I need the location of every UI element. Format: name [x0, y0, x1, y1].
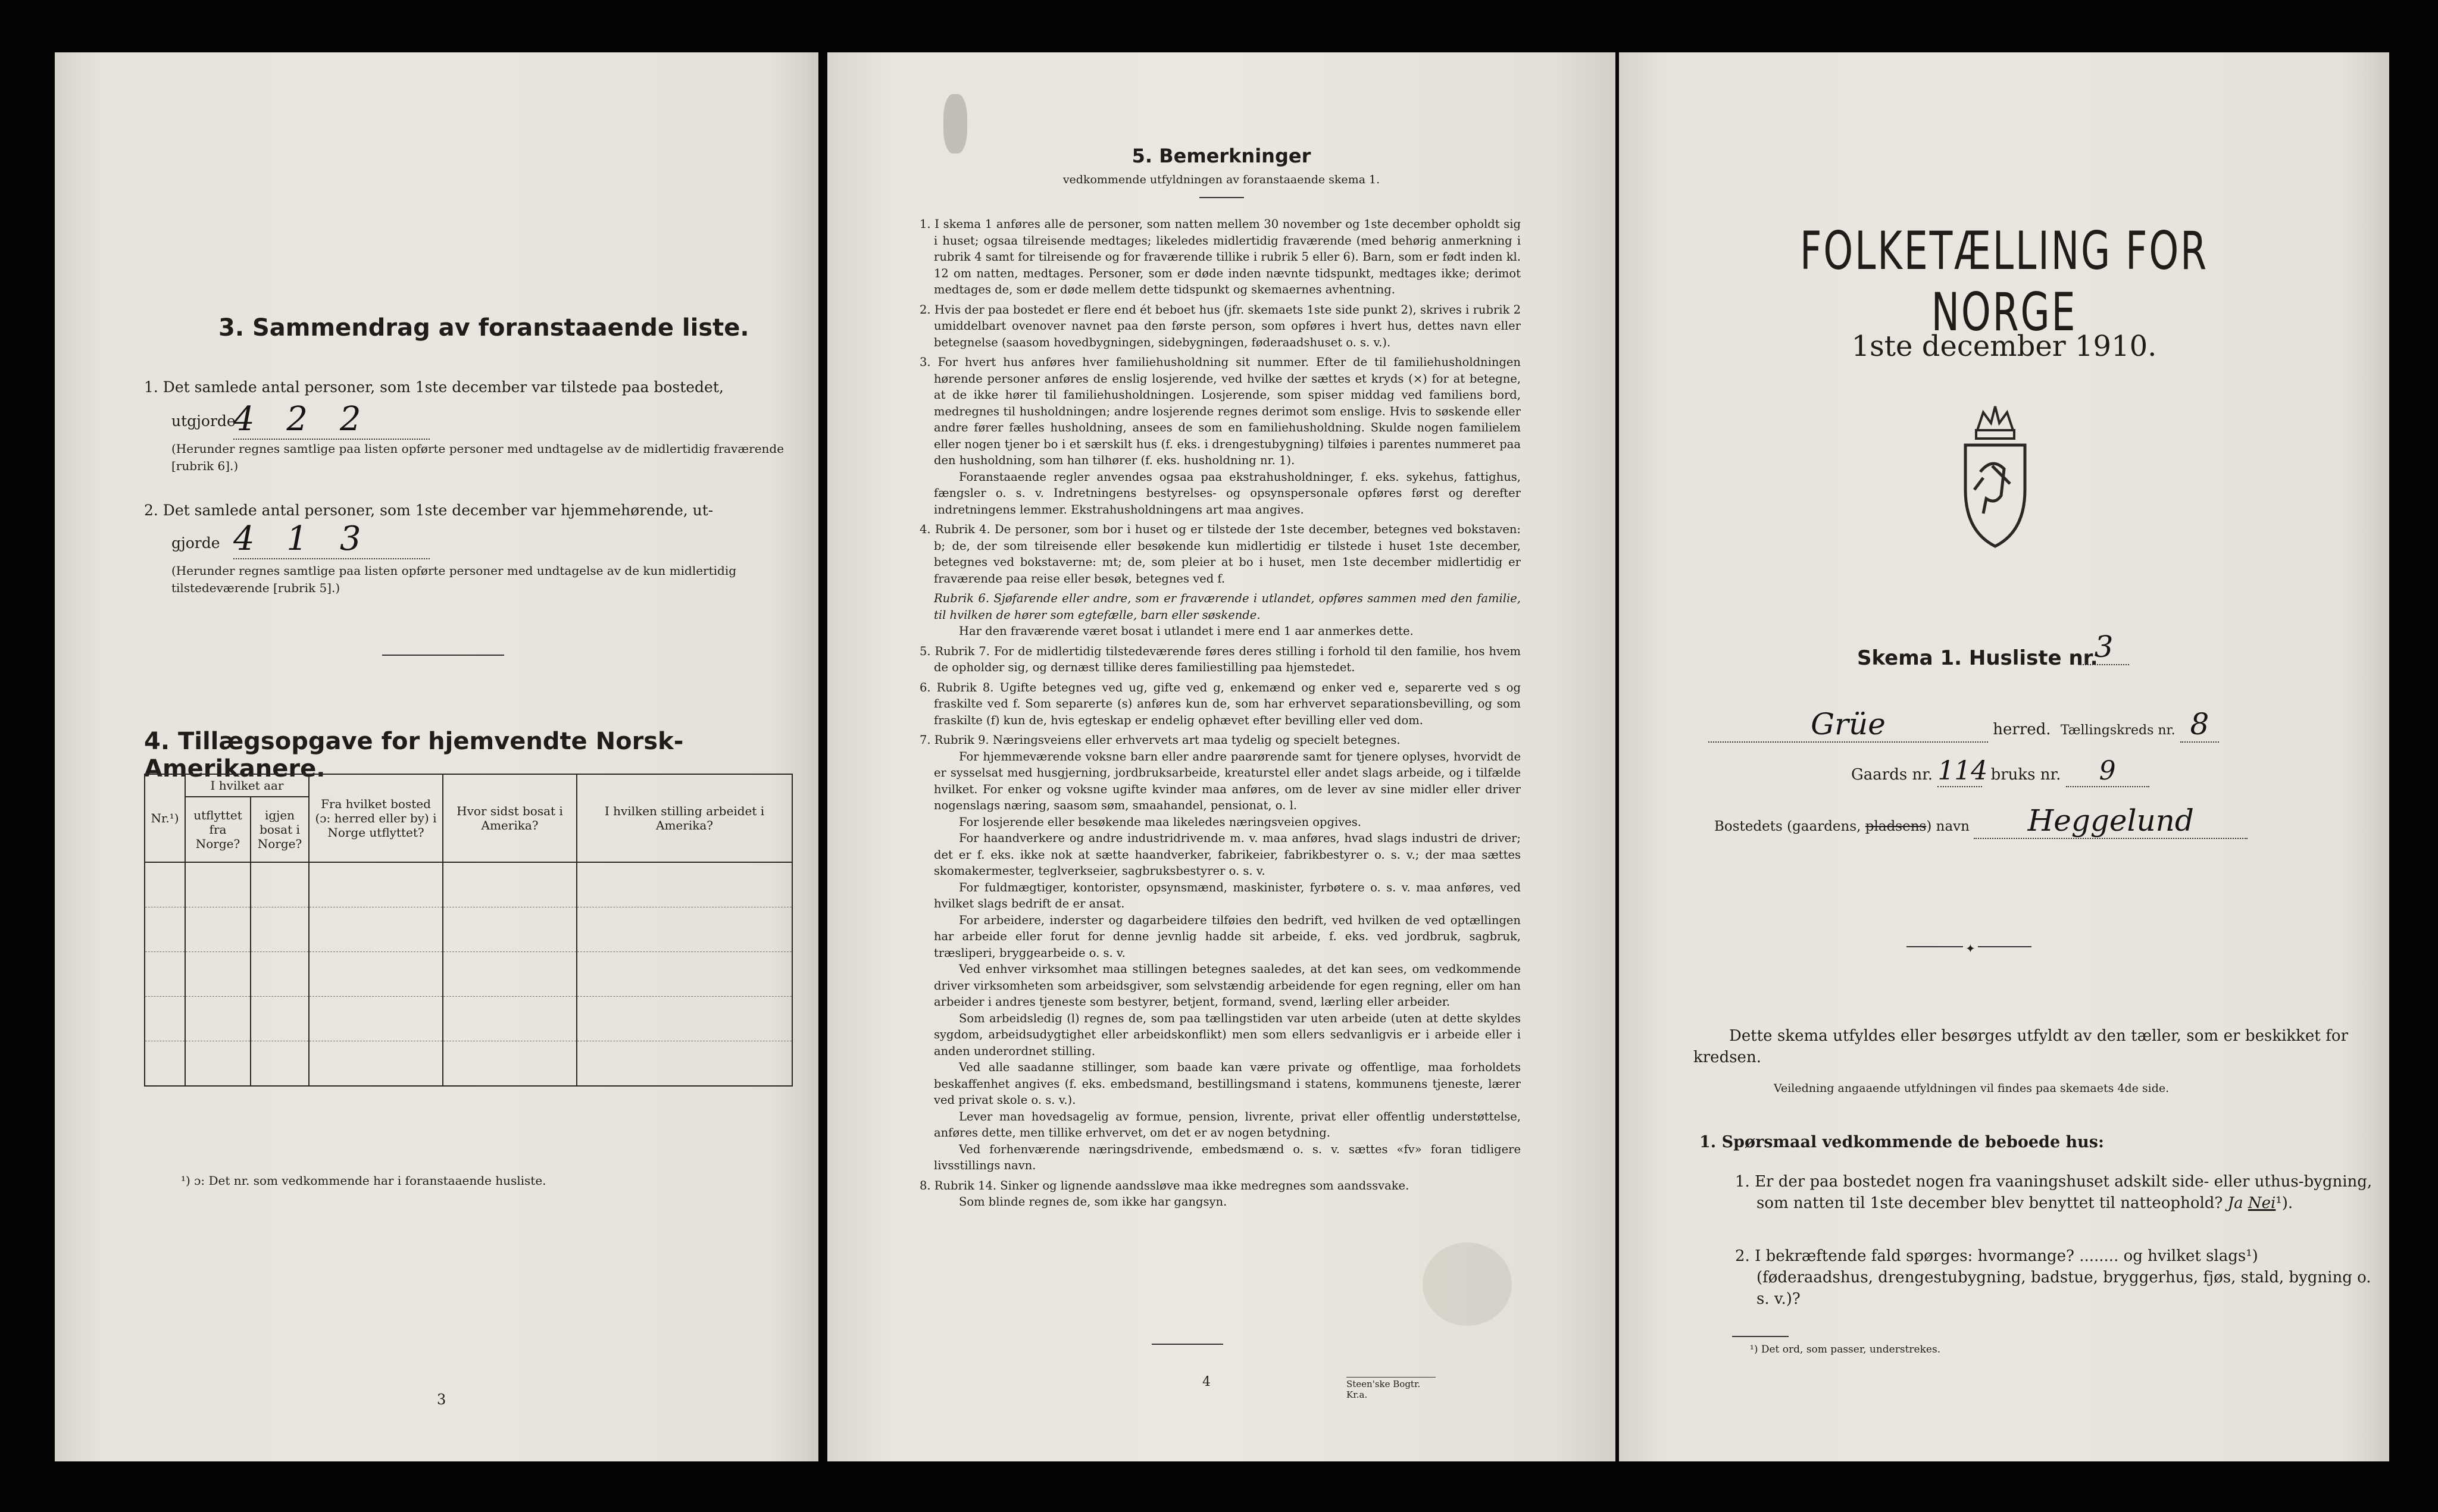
stain — [1423, 1242, 1512, 1326]
remark-1: 1. I skema 1 anføres alle de personer, som natten mellem 30 november og 1ste december opholdt sig i huset; ogsaa tilreisende medtages; likeledes midlertidig fraværende (med behørig anmerkning i rubrik 4 samt for tilreisende og for fraværende tillike i rubrik 5 eller 6). Barn, som er født inden kl. 12 om natten, medtages. Personer, som er døde inden nævnte tidspunkt, medtages ikke; derimot medtages de, som er døde mellem dette tidspunkt og skemaernes avhentning. — [920, 217, 1521, 296]
section4-title: 4. Tillægsopgave for hjemvendte Norsk-Amerikanere. — [144, 728, 684, 782]
remark-7d: For haandverkere og andre industridrivende m. v. maa anføres, hvad slags industri de driver; det er f. eks. ikke nok at sætte haandverker, fabrikeier, fabrikbestyrer o. s. v.; der maa sættes skomakermester, teglverkseier, sagbruksbestyrer o. s. v. — [934, 831, 1521, 878]
section3-title: 3. Sammendrag av foranstaaende liste. — [218, 314, 749, 342]
item2-text: 2. Det samlede antal personer, som 1ste december var hjemmehørende, ut- — [144, 502, 714, 519]
remark-7h: Som arbeidsledig (l) regnes de, som paa tællingstiden var uten arbeide (uten at dette skyldes sygdom, arbeidsudygtighet eller arbeidskonflikt) men som ellers sedvanligvis er i arbeide eller i anden underordnet stilling. — [934, 1011, 1521, 1058]
remark-7: 7. Rubrik 9. Næringsveiens eller erhvervets art maa tydelig og specielt betegnes. — [920, 733, 1401, 747]
remark-4: 4. Rubrik 4. De personer, som bor i huset og er tilstede der 1ste december, betegnes ved bokstaven: b; de, der som tilreisende eller besøkende kun midlertidig er tilstede i huset 1ste december, betegnes ved bokstaverne: mt; de, som pleier at bo i huset, men 1ste december midlertidig er fraværende paa reise eller besøk, betegnes ved f. — [920, 522, 1521, 586]
item1-prefix: utgjorde — [171, 412, 236, 430]
gaards-value: 114 — [1937, 756, 1988, 786]
herred-value: Grüe — [1708, 707, 1988, 743]
divider — [382, 655, 504, 656]
table-row — [145, 1041, 792, 1087]
item2-count: 4 1 3 — [233, 519, 430, 559]
husliste-nr: 3 — [2078, 630, 2129, 665]
remark-2: 2. Hvis der paa bostedet er flere end ét beboet hus (jfr. skemaets 1ste side punkt 2), skrives i rubrik 2 umiddelbart ovenover navnet paa den første person, som opføres i hvert hus, dettes navn eller betegnelse (saasom hovedbygningen, sidebygningen, føderaadshuset o. s. v.). — [920, 302, 1521, 349]
table-footnote: ¹) ɔ: Det nr. som vedkommende har i foranstaaende husliste. — [181, 1173, 546, 1188]
col-occupation: I hvilken stilling arbeidet i Amerika? — [577, 774, 792, 862]
page-summary — [55, 52, 818, 1461]
divider — [1199, 197, 1244, 198]
remark-7f: For arbeidere, inderster og dagarbeidere tilføies den bedrift, ved hvilken de ved optællingen har arbeide eller forut for denne jevnlig hadde sit arbeide, f. eks. ved jordbruk, sagbruk, træsliperi, bryggearbeide o. s. v. — [934, 913, 1521, 960]
bruks-label: bruks nr. — [1990, 766, 2061, 784]
bosted-value: Heggelund — [1974, 803, 2248, 839]
schema-label: Skema 1. Husliste nr. — [1857, 646, 2098, 670]
item1-note: (Herunder regnes samtlige paa listen opførte personer med undtagelse av de midlertidig fraværende [rubrik 6].) — [171, 442, 784, 473]
bruks-value: 9 — [2066, 756, 2149, 787]
item1-text: 1. Det samlede antal personer, som 1ste december var tilstede paa bostedet, — [144, 378, 724, 396]
remark-4b: Rubrik 6. Sjøfarende eller andre, som er fraværende i utlandet, opføres sammen med den familie, til hvilken de hører som egtefælle, barn eller søskende. — [934, 591, 1521, 622]
herred-label: herred. — [1993, 721, 2051, 738]
census-title: FOLKETÆLLING FOR NORGE — [1800, 220, 2208, 343]
question1-1 — [1735, 1171, 2376, 1214]
remarks-subtitle: vedkommende utfyldningen av foranstaaende skema 1. — [1062, 173, 1380, 186]
remark-8b: Som blinde regnes de, som ikke har gangsyn. — [959, 1195, 1227, 1209]
remark-8: 8. Rubrik 14. Sinker og lignende aandssløve maa ikke medregnes som aandssvake. — [920, 1178, 1409, 1192]
item2-note: (Herunder regnes samtlige paa listen opførte personer med undtagelse av de kun midlertidig tilstedeværende [rubrik 5].) — [171, 564, 737, 595]
table-row — [145, 997, 792, 1041]
ornament-icon: ✦ — [1963, 941, 1978, 956]
answer-sup: ¹). — [2276, 1194, 2293, 1212]
remark-7g: Ved enhver virksomhet maa stillingen betegnes saaledes, at det kan sees, om vedkommende driver virksomheten som arbeidsgiver, som selvstændig arbeidende for egen regning, eller om han arbeider i andres tjeneste som bestyrer, betjent, formand, svend, lærling eller arbeider. — [934, 962, 1521, 1009]
herred-row — [1708, 707, 2389, 743]
col-emigrated: utflyttet fra Norge? — [185, 797, 251, 862]
cover-footnote: ¹) Det ord, som passer, understrekes. — [1750, 1344, 1941, 1356]
question1-1-text: 1. Er der paa bostedet nogen fra vaaningshuset adskilt side- eller uthus-bygning, som natten til 1ste december blev benyttet til natteophold? — [1735, 1173, 2373, 1212]
remark-6: 6. Rubrik 8. Ugifte betegnes ved ug, gifte ved g, enkemænd og enker ved e, separerte ved s og fraskilte ved f. Som separerte (s) anføres kun de, som har erhvervet separationsbevilling, og som fraskilte (f) kun de, hvis egteskap er endelig ophævet efter bevilling eller ved dom. — [920, 680, 1521, 727]
item1-count: 4 2 2 — [233, 400, 430, 440]
remark-7b: For hjemmeværende voksne barn eller andre paarørende samt for tjenere oplyses, hvorvidt de er sysselsat med husgjerning, jordbruksarbeide, kreaturstel eller andet slags arbeide, og i tilfælde hvilket. For enker og voksne ugifte kvinder maa anføres, om de lever av sine midler eller driver nogenslags næring, saasom søm, smaahandel, pensionat, o. l. — [934, 749, 1521, 812]
kreds-value: 8 — [2180, 707, 2219, 743]
col-group-year: I hvilket aar — [185, 774, 309, 797]
coat-of-arms-icon — [1956, 400, 2034, 549]
bosted-label-strike: pladsens — [1865, 819, 1927, 834]
table-row — [145, 862, 792, 907]
col-from-where: Fra hvilket bosted (ɔ: herred eller by) i Norge utflyttet? — [309, 774, 443, 862]
question1-2: 2. I bekræftende fald spørges: hvormange? ........ og hvilket slags¹) (føderaadshus, drengestubygning, badstue, bryggerhus, fjøs, stald, bygning o. s. v.)? — [1735, 1247, 2371, 1308]
remark-7i: Ved alle saadanne stillinger, som baade kan være private og offentlige, maa forholdets beskaffenhet angives (f. eks. embedsmand, bestillingsmand i statens, kommunens tjeneste, lærer ved privat skole o. s. v.). — [934, 1060, 1521, 1107]
norsk-amerikanere-table — [144, 774, 793, 1087]
remarks-body — [920, 216, 1521, 1210]
bosted-row — [1714, 803, 2248, 839]
item2-prefix: gjorde — [171, 534, 220, 552]
remark-3b: Foranstaaende regler anvendes ogsaa paa ekstrahusholdninger, f. eks. sykehus, fattighus, fængsler o. s. v. Indretningens bestyrelses- og opsynspersonale opføres først og derefter indretningens lemmer. Ekstrahusholdningens art maa angives. — [934, 469, 1521, 516]
remark-3: 3. For hvert hus anføres hver familiehusholdning sit nummer. Efter de til familiehusholdningen hørende personer anføres de enslig losjerende, ved hvilke der sættes et kryds (×) for at betegne, at de ikke hører til familiehusholdningen. Losjerende, som spiser middag ved familiens bord, medregnes til husholdningen; andre losjerende regnes derimot som enslige. Hvis to søskende eller andre fører fælles husholdning, ansees de som en familiehusholdning. Skulde nogen familielem eller nogen tjener bo i et særskilt hus (f. eks. i drengestubygning) tilføies i parentes nummeret paa den husholdning, som han tilhører (f. eks. husholdning nr. 1). — [920, 355, 1521, 467]
remark-7j: Lever man hovedsagelig av formue, pension, livrente, privat eller offentlig understøttelse, anføres dette, men tillike erhvervet, om det er av nogen betydning. — [934, 1109, 1521, 1140]
instructions: Dette skema utfyldes eller besørges utfyldt av den tæller, som er beskikket for kredsen. — [1693, 1027, 2348, 1066]
census-date: 1ste december 1910. — [1851, 330, 2157, 363]
bosted-label-b: ) navn — [1926, 819, 1970, 834]
col-last-residence: Hvor sidst bosat i Amerika? — [443, 774, 577, 862]
question1-title — [1699, 1132, 2104, 1153]
table-row — [145, 952, 792, 997]
remark-7e: For fuldmægtiger, kontorister, opsynsmænd, maskinister, fyrbøtere o. s. v. maa anføres, ved hvilket slags bedrift de er ansat. — [934, 880, 1521, 910]
stain — [943, 94, 967, 154]
instructions-note: Veiledning angaaende utfyldningen vil findes paa skemaets 4de side. — [1774, 1082, 2170, 1095]
remark-5: 5. Rubrik 7. For de midlertidig tilstedeværende føres deres stilling i forhold til den familie, hos hvem de opholder sig, og dernæst tillike deres familiestilling paa hjemstedet. — [920, 644, 1521, 674]
page-number: 4 — [1202, 1375, 1211, 1389]
table-row — [145, 907, 792, 952]
bosted-label-a: Bostedets (gaardens, — [1714, 819, 1861, 834]
divider — [1732, 1336, 1789, 1337]
remarks-title: 5. Bemerkninger — [1132, 145, 1311, 167]
answer-nei[interactable]: Nei — [2248, 1194, 2276, 1212]
gaards-row — [1851, 756, 2149, 787]
col-returned: igjen bosat i Norge? — [251, 797, 309, 862]
kreds-label: Tællingskreds nr. — [2060, 723, 2176, 738]
gaards-label: Gaards nr. — [1851, 766, 1933, 784]
printer-mark: Steen'ske Bogtr. Kr.a. — [1346, 1377, 1436, 1400]
remark-4c: Har den fraværende været bosat i utlandet i mere end 1 aar anmerkes dette. — [959, 624, 1414, 638]
remark-7k: Ved forhenværende næringsdrivende, embedsmænd o. s. v. sættes «fv» foran tidligere livsstillings navn. — [934, 1142, 1521, 1172]
page-remarks — [827, 52, 1615, 1461]
remark-7c: For losjerende eller besøkende maa likeledes næringsveien opgives. — [959, 815, 1361, 829]
page-cover — [1619, 52, 2389, 1461]
question1-title-text: 1. Spørsmaal vedkommende de beboede hus: — [1699, 1133, 2104, 1151]
page-number: 3 — [437, 1391, 446, 1408]
divider — [1152, 1344, 1223, 1345]
answer-ja[interactable]: Ja — [2227, 1194, 2243, 1212]
col-nr: Nr.¹) — [145, 774, 185, 862]
